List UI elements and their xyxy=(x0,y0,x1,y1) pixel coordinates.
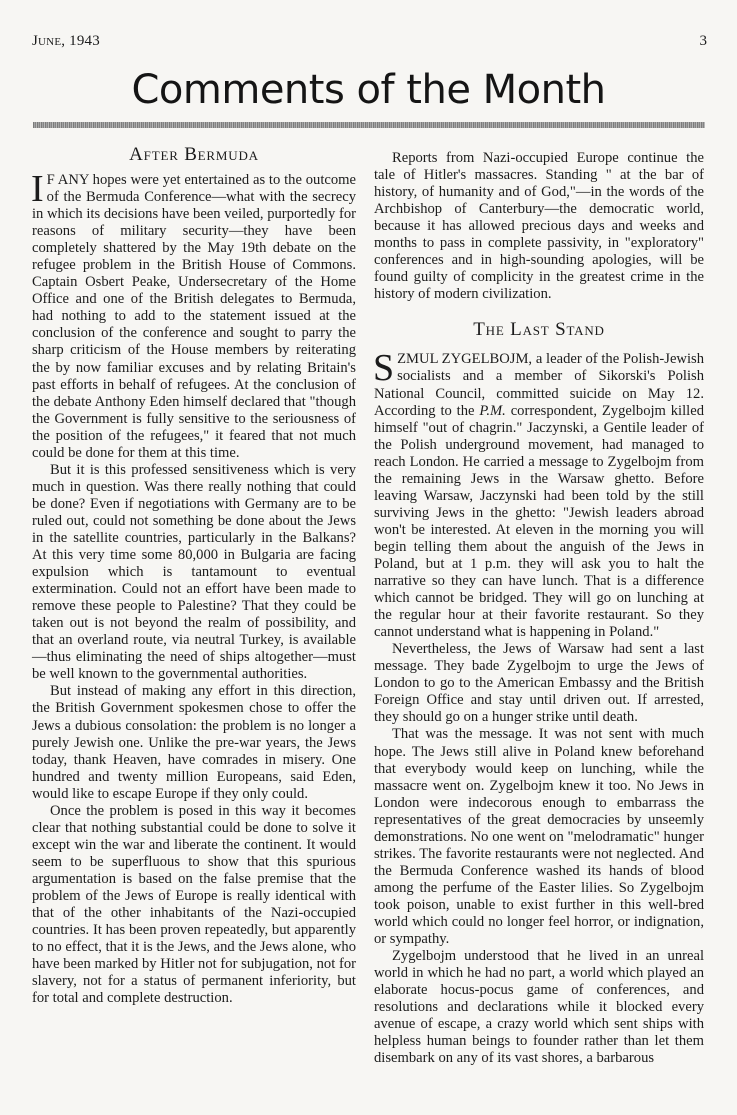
lead-in-caps: ZMUL ZYGELBOJM, xyxy=(397,351,533,368)
page-title: Comments of the Month xyxy=(131,67,606,113)
paragraph-text: correspondent, Zygelbojm killed himself "out of chagrin." Jaczynski, a Gentile leader of the Polish underground movement, had managed to reach London. He carried a message to Zygelbojm from the remaining Jews in the Warsaw ghetto. Before leaving Warsaw, Jaczynski had been told by the still surviving Jews in the ghetto: "Jewish leaders abroad won't be interested. At eleven in the morning you will begin telling them about the anguish of the Jews in Poland, but at 1 p.m. they will ask you to halt the narrative so they can have lunch. That is a difference which cannot be bridged. They will go on lunching at the regular hour at their favorite restaurant. So they cannot understand what is happening in Poland." xyxy=(374,402,704,641)
paragraph-text: hopes were yet entertained as to the outcome of the Bermuda Conference—what with the secrecy in which its decisions have been veiled, purportedly for reasons of military security—they have been completely shattered by the May 19th debate on the refugee problem in the British House of Commons. Captain Osbert Peake, Undersecretary of the Home Office and one of the British delegates to Bermuda, had nothing to add to the statement issued at the conclusion of the conference and sought to parry the sharp criticism of the House members by reiterating the by now familiar excuses and by relating Britain's past efforts in behalf of refugees. At the conclusion of the debate Anthony Eden himself declared that "though the Government is fully sensitive to the seriousness of the position of the refugees," it feared that not much could be done for them at this time. xyxy=(32,172,356,461)
article-paragraph xyxy=(31,168,356,462)
article-paragraph: But it is this professed sensitiveness which is very much in question. Was there really nothing that could be done? Even if negotiations with Germany are to be ruled out, could not something be done about the Jews in the satellite countries, particularly in the Balkans? At this very time some 80,000 in Bulgaria are facing expulsion which is tantamount to eventual extermination. Could not an effort have been made to remove these people to Palestine? That they could be taken out is not beyond the realm of possibility, and that an overland route, via neutral Turkey, is available—thus eliminating the need of ships altogether—must be well known to the governmental authorities. xyxy=(32,461,356,683)
publication-name: P.M. xyxy=(479,402,506,419)
decorative-rule xyxy=(33,122,705,128)
article-paragraph: Nevertheless, the Jews of Warsaw had sent a last message. They bade Zygelbojm to urge the Jews of London to go to the American Embassy and the British Foreign Office and stay until driven out. If arrested, they should go on a hunger strike until death. xyxy=(374,641,704,726)
article-paragraph: Once the problem is posed in this way it becomes clear that nothing substantial could be done to solve it except win the war and liberate the continent. It would seem to be superfluous to show that this spurious argumentation is based on the false premise that the problem of the Jews of Europe is really identical with that of the other inhabitants of the Nazi-occupied countries. It has been proven repeatedly, but apparently to no effect, that it is the Jews, and the Jews alone, who have been marked by Hitler not for subjugation, not for slavery, not for a status of permanent inferiority, but for total and complete destruction. xyxy=(32,802,356,1007)
article-paragraph: Zygelbojm understood that he lived in an unreal world in which he had no part, a world which played an elaborate hocus-pocus game of conferences, and resolutions and declarations while it blocked every avenue of escape, a crazy world which sent ships with helpless human beings to founder rather than let them disembark on any of its vast shores, a barbarous xyxy=(374,948,704,1067)
article-paragraph: That was the message. It was not sent with much hope. The Jews still alive in Poland knew beforehand that everybody would keep on lunching, while the massacre went on. Zygelbojm knew it too. No Jews in London were indecorous enough to embarrass the representatives of the great democracies by unseemly demonstrations. No one went on "melodramatic" hunger strikes. The favorite restaurants were not neglected. And the Bermuda Conference washed its hands of blood among the perfume of the Easter lilies. So Zygelbojm took poison, unable to exist further in this well-bred world which could no longer feel horror, or indignation, or sympathy. xyxy=(374,726,704,948)
issue-date: June, 1943 xyxy=(32,33,100,49)
right-column xyxy=(374,150,704,1067)
article-paragraph xyxy=(373,347,704,641)
drop-cap: I xyxy=(31,168,44,210)
drop-cap: S xyxy=(373,347,395,390)
article-paragraph: Reports from Nazi-occupied Europe continue the tale of Hitler's massacres. Standing " at the bar of history, of humanity and of God,"—in the words of the Archbishop of Canterbury—the democratic world, because it has allowed precious days and weeks and months to pass in complete passivity, in "exploratory" conferences and in high-sounding apologies, will be found guilty of complicity in the greatest crime in the history of modern civilization. xyxy=(374,150,704,303)
left-column xyxy=(32,142,356,1007)
running-head xyxy=(32,33,707,53)
page-number: 3 xyxy=(699,33,707,49)
paragraph-text: a leader of the Polish-Jewish socialists and a member of Sikorski's Polish National Council, committed suicide on May 12. According to the xyxy=(374,351,704,419)
section-heading-the-last-stand: The Last Stand xyxy=(473,319,605,341)
lead-in-caps: F ANY xyxy=(46,172,89,188)
section-heading-after-bermuda: After Bermuda xyxy=(129,144,259,165)
article-paragraph: But instead of making any effort in this direction, the British Government spokesmen chose to offer the Jews a dubious consolation: the problem is no longer a purely Jewish one. Unlike the pre-war years, the Jews today, thank Heaven, have comrades in misery. One hundred and twenty million Europeans, said Eden, would like to escape Europe if they only could. xyxy=(32,683,356,802)
